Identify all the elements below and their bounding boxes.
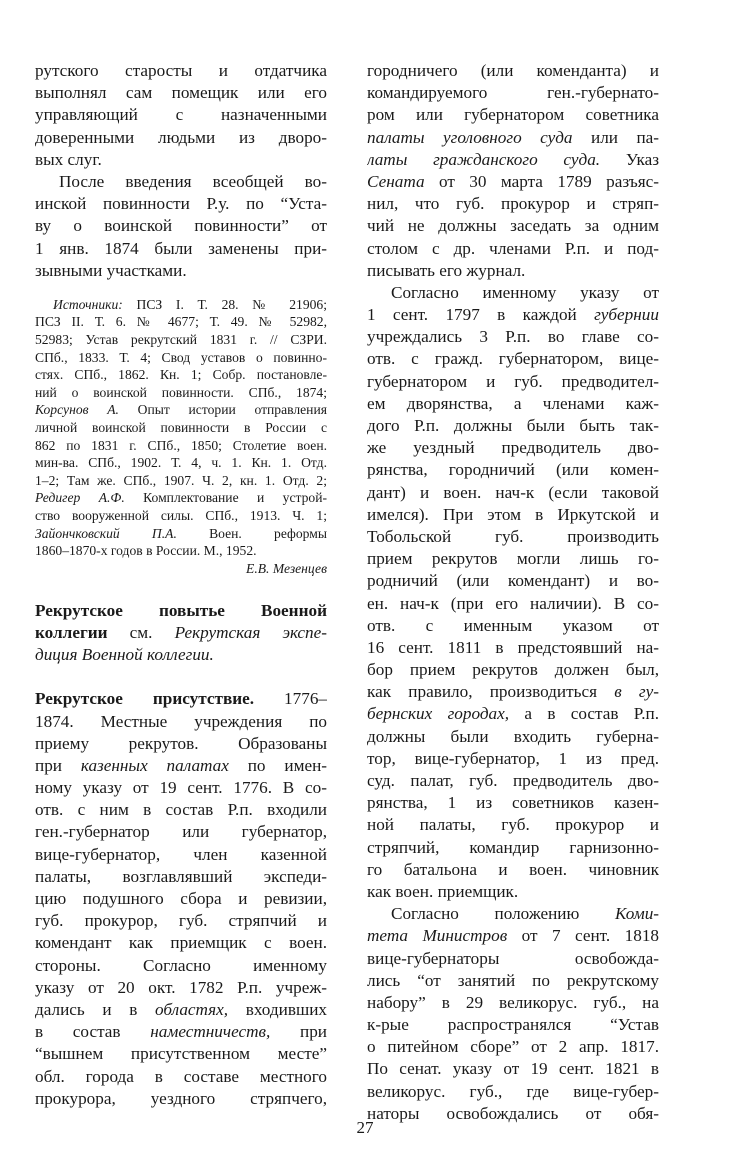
- text-line: вице-губернаторы освобожда-: [367, 948, 659, 968]
- text-line: ному указу от 19 сент. 1776. В со-: [35, 778, 327, 798]
- text-line: приему рекрутов. Образованы: [35, 733, 327, 753]
- text-line: инской повинности Р.у. по “Уста-: [35, 194, 327, 214]
- text-line: ву о воинской повинности” от: [35, 216, 327, 236]
- text-line: ем дворянства, а членами каж-: [367, 393, 659, 413]
- text-fragment: 1 сент. 1797 в каждой: [367, 305, 577, 325]
- source-text: Воен. реформы: [209, 525, 327, 541]
- entry-title: Рекрутское присутствие.: [35, 689, 255, 709]
- source-line: ний о воинской повинности. СПб., 1874;: [35, 384, 327, 400]
- left-column: [35, 60, 327, 1110]
- text-line: [367, 127, 659, 149]
- spacer: [35, 578, 327, 600]
- text-line: выполнял сам помещик или его: [35, 83, 327, 103]
- text-line: бор прием рекрутов должен был,: [367, 660, 659, 680]
- text-line: прокурора, уездного стряпчего,: [35, 1088, 327, 1108]
- text-line: же уездный предводитель дво-: [367, 438, 659, 458]
- text-line: отв. с гражд. губернатором, вице-: [367, 349, 659, 369]
- text-line: родничий (или комендант) и во-: [367, 571, 659, 591]
- source-line: 862 по 1831 г. СПб., 1850; Столетие воен.: [35, 437, 327, 453]
- text-line: ной палаты, губ. прокурор и: [367, 815, 659, 835]
- text-fragment: при: [300, 1022, 327, 1042]
- entry-title: коллегии: [35, 622, 108, 642]
- text-fragment: 1776–: [284, 689, 327, 709]
- text-line: 1 янв. 1874 были заменены при-: [35, 238, 327, 258]
- text-line: дант) и воен. нач-к (если таковой: [367, 482, 659, 502]
- source-text: ПСЗ I. Т. 28. № 21906;: [136, 296, 327, 312]
- text-line: отв. с именным указом от: [367, 615, 659, 635]
- text-line: тор, вице-губернатор, 1 из пред.: [367, 748, 659, 768]
- paragraph-conscription: [35, 171, 327, 282]
- text-line: [367, 925, 659, 947]
- text-line: как воен. приемщик.: [367, 881, 519, 901]
- page-number: 27: [356, 1118, 374, 1137]
- text-line: [35, 622, 327, 644]
- source-line: [35, 525, 327, 543]
- text-line: ен. нач-к (при его наличии). В со-: [367, 593, 659, 613]
- text-line: стряпчий, командир гарнизонно-: [367, 837, 659, 857]
- source-author: Зайончковский П.А.: [35, 525, 177, 541]
- text-line: наторы освобождались от обя-: [367, 1103, 659, 1123]
- text-line: губ. прокурор, губ. стряпчий и: [35, 911, 327, 931]
- source-line: 1–2; Там же. СПб., 1907. Ч. 2, кн. 1. Отд. 2;: [35, 472, 327, 488]
- text-line: комендант как приемщик с воен.: [35, 933, 327, 953]
- text-line: должны были входить губерна-: [367, 726, 659, 746]
- source-line: ПСЗ II. Т. 6. № 4677; Т. 49. № 52982,: [35, 314, 327, 330]
- text-line: набору” в 29 великорус. губ., на: [367, 992, 659, 1012]
- text-line: великорус. губ., где вице-губер-: [367, 1081, 659, 1101]
- source-line: 52983; Устав рекрутский 1831 г. // СЗРИ.: [35, 332, 327, 348]
- text-line: [35, 644, 327, 666]
- source-line: СПб., 1833. Т. 4; Свод уставов о повинно-: [35, 349, 327, 365]
- text-line: [367, 681, 659, 703]
- text-fragment: Указ: [625, 149, 659, 169]
- see-reference: см.: [129, 622, 153, 642]
- text-fragment: от 7 сент. 1818: [521, 926, 659, 946]
- text-line: к-рые распространялся “Устав: [367, 1015, 659, 1035]
- text-line: Тобольской губ. производить: [367, 526, 659, 546]
- text-fragment: дались и в: [35, 999, 138, 1019]
- paragraph-end: [35, 60, 327, 171]
- text-line: [367, 703, 659, 725]
- cross-reference[interactable]: бернских городах,: [367, 704, 510, 724]
- text-line: дого Р.п. должны были быть так-: [367, 416, 659, 435]
- text-line: столом с др. членами Р.п. и под-: [367, 238, 659, 258]
- text-line: [367, 304, 659, 326]
- text-line: доверенными людьми из дворо-: [35, 127, 327, 147]
- text-fragment: в состав: [35, 1022, 121, 1042]
- text-line: цию подушного сбора и ревизии,: [35, 889, 327, 909]
- sources-label: Источники:: [53, 296, 123, 312]
- text-fragment: или па-: [591, 127, 659, 147]
- spacer: [35, 282, 327, 296]
- text-line: командируемого ген.-губернато-: [367, 83, 659, 103]
- cross-reference[interactable]: палаты уголовного суда: [367, 127, 573, 147]
- cross-reference[interactable]: областях,: [155, 999, 229, 1019]
- text-line: 16 сент. 1811 в предстоявший на-: [367, 637, 659, 657]
- text-line: [35, 755, 327, 777]
- text-line: чий не должны заседать за одним: [367, 216, 659, 236]
- text-line: вице-губернатор, член казенной: [35, 844, 327, 864]
- entry-title-line: [35, 600, 327, 622]
- text-fragment: при: [35, 755, 62, 775]
- source-text: Опыт истории отправления: [137, 402, 327, 418]
- text-line: писывать его журнал.: [367, 260, 526, 280]
- cross-reference[interactable]: латы гражданского суда.: [367, 149, 601, 169]
- paragraph-continuation: [367, 60, 659, 282]
- text-fragment: по имен-: [247, 755, 327, 775]
- text-line: ген.-губернатор или губернатор,: [35, 822, 327, 842]
- source-line: ство вооруженной силы. СПб., 1913. Ч. 1;: [35, 508, 327, 523]
- text-fragment: как правило, производиться: [367, 682, 598, 702]
- text-line: [35, 999, 327, 1021]
- source-line: [35, 401, 327, 419]
- source-line: личной воинской повинности в России с: [35, 420, 327, 436]
- cross-reference[interactable]: тета Министров: [367, 926, 508, 946]
- text-line: суд. палат, губ. предводитель дво-: [367, 771, 659, 790]
- right-column: [367, 60, 659, 1125]
- text-line: нил, что губ. прокурор и стряп-: [367, 194, 659, 214]
- cross-reference[interactable]: в гу-: [614, 682, 659, 702]
- text-fragment: а в состав Р.п.: [524, 704, 659, 724]
- text-line: прием рекрутов могли лишь го-: [367, 549, 659, 569]
- text-line: “вышнем присутственном месте”: [35, 1044, 327, 1064]
- cross-reference[interactable]: Сената: [367, 171, 425, 191]
- text-line: [35, 688, 327, 710]
- text-line: учреждались 3 Р.п. во главе со-: [367, 327, 659, 347]
- paragraph-1797: [367, 282, 659, 903]
- cross-reference[interactable]: Рекрутская экспе-: [174, 622, 327, 642]
- source-text: Комплектование и устрой-: [143, 490, 327, 506]
- text-line: отв. с ним в состав Р.п. входили: [35, 800, 327, 820]
- text-line: управляющий с назначенными: [35, 105, 327, 125]
- text-line: [367, 903, 659, 925]
- text-line: обл. города в составе местного: [35, 1066, 327, 1086]
- text-line: [35, 1021, 327, 1043]
- entry-povytye: [35, 600, 327, 667]
- text-line: палаты, возглавлявший экспеди-: [35, 866, 327, 886]
- entry-title: Рекрутское повытье Военной: [35, 600, 327, 620]
- article-author: Е.В. Мезенцев: [246, 560, 327, 576]
- text-fragment: входивших: [245, 999, 327, 1019]
- text-fragment: от 30 марта 1789 разъяс-: [438, 171, 659, 191]
- text-line: зывными участками.: [35, 260, 187, 280]
- sources-block: [35, 296, 327, 560]
- source-line: [35, 296, 327, 314]
- source-line: [35, 489, 327, 507]
- text-line: 1874. Местные учреждения по: [35, 711, 327, 731]
- text-line: После введения всеобщей во-: [59, 171, 327, 191]
- text-line: рянства, 1 из советников казен-: [367, 793, 659, 813]
- text-line: [367, 171, 659, 193]
- text-line: рянства, городничий (или комен-: [367, 460, 659, 480]
- text-line: городничего (или коменданта) и: [367, 61, 659, 80]
- text-line: вых слуг.: [35, 149, 102, 169]
- cross-reference[interactable]: диция Военной коллегии.: [35, 645, 214, 665]
- source-line: стях. СПб., 1862. Кн. 1; Собр. постановле-: [35, 367, 327, 383]
- entry-prisutstvie: [35, 688, 327, 1110]
- cross-reference[interactable]: губернии: [594, 305, 659, 325]
- text-line: По сенат. указу от 19 сент. 1821 в: [367, 1059, 659, 1079]
- paragraph-1818: [367, 903, 659, 1125]
- spacer: [35, 666, 327, 688]
- text-line: ром или губернатором советника: [367, 105, 659, 125]
- cross-reference[interactable]: Коми-: [615, 904, 659, 924]
- source-author: Корсунов А.: [35, 402, 119, 418]
- text-line: рутского старосты и отдатчика: [35, 61, 327, 80]
- text-line: го батальона и воен. чиновник: [367, 859, 659, 879]
- source-author: Редигер А.Ф.: [35, 490, 125, 506]
- cross-reference[interactable]: казенных палатах: [80, 755, 229, 775]
- source-line: 1860–1870-х годов в России. М., 1952.: [35, 543, 257, 559]
- text-line: указу от 20 окт. 1782 Р.п. учреж-: [35, 977, 327, 997]
- text-fragment: Согласно положению: [391, 904, 580, 924]
- text-line: [367, 149, 659, 171]
- text-line: о питейном сборе” от 2 апр. 1817.: [367, 1037, 659, 1057]
- cross-reference[interactable]: наместничеств,: [150, 1022, 271, 1042]
- text-line: стороны. Согласно именному: [35, 955, 327, 975]
- source-line: мин-ва. СПб., 1902. Т. 4, ч. 1. Кн. 1. Отд.: [35, 455, 327, 471]
- text-line: имелся). При этом в Иркутской и: [367, 504, 659, 524]
- text-line: лись “от занятий по рекрутскому: [367, 970, 659, 990]
- text-line: губернатором и губ. предводител-: [367, 371, 659, 391]
- text-line: Согласно именному указу от: [391, 282, 659, 302]
